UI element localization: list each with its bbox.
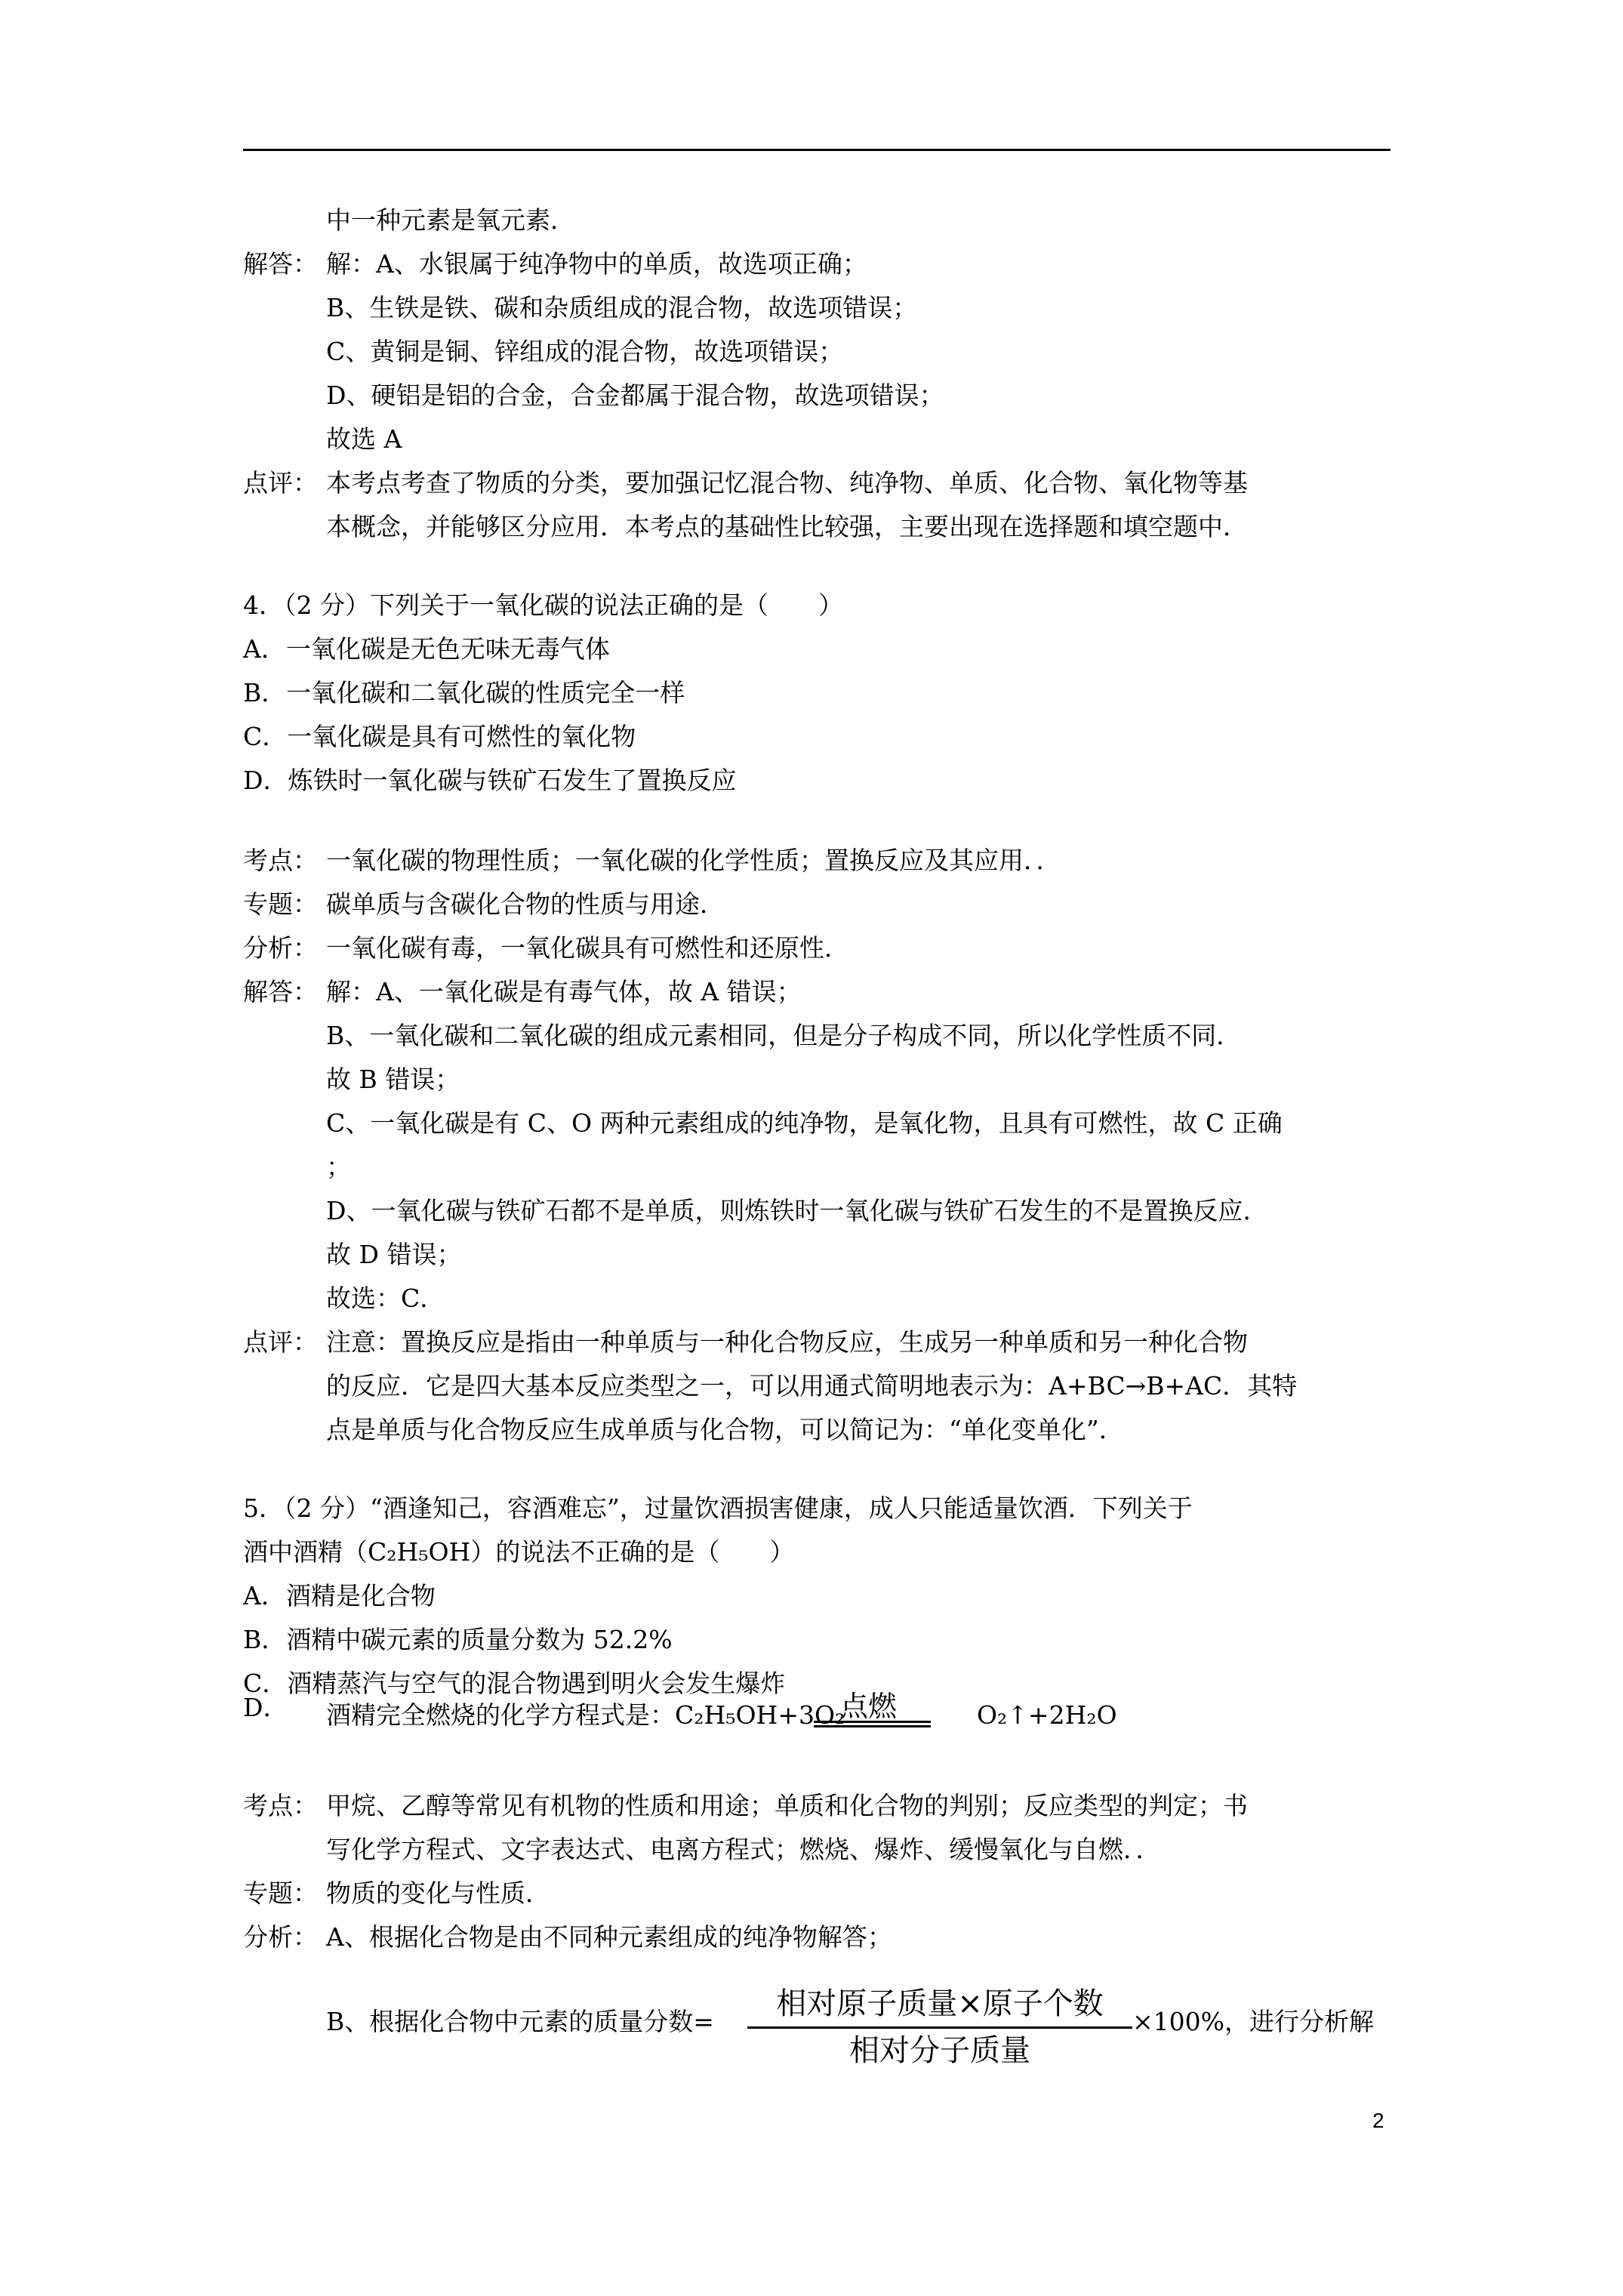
equation-double-line — [814, 1721, 931, 1727]
q3-answer-label: 解答： — [243, 249, 318, 279]
q4-option-a: A．一氧化碳是无色无味无毒气体 — [243, 634, 610, 664]
q5-kaodian-line: 甲烷、乙醇等常见有机物的性质和用途；单质和化合物的判别；反应类型的判定；书 — [326, 1791, 1248, 1820]
q4-comment-line: 的反应．它是四大基本反应类型之一，可以用通式简明地表示为：A+BC→B+AC．其特 — [326, 1371, 1298, 1401]
q4-answer-line: 故选：C． — [326, 1284, 445, 1313]
q5-fenxi-label: 分析： — [243, 1922, 318, 1952]
fraction-bar — [747, 2026, 1132, 2029]
q4-answer-line: 故 B 错误； — [326, 1065, 460, 1094]
q3-answer-line: D、硬铝是铝的合金，合金都属于混合物，故选项错误； — [326, 381, 944, 410]
q5-fenxi-line: A、根据化合物是由不同种元素组成的纯净物解答； — [326, 1922, 892, 1952]
q5-option-b: B．酒精中碳元素的质量分数为 52.2% — [243, 1625, 673, 1654]
header-rule — [243, 149, 1390, 151]
q4-zhuanti: 碳单质与含碳化合物的性质与用途． — [326, 889, 725, 919]
chemical-equation — [326, 1699, 1117, 1732]
q5-stem-line: 酒中酒精（C₂H₅OH）的说法不正确的是（ ） — [243, 1537, 795, 1567]
q3-comment-line: 本概念，并能够区分应用．本考点的基础性比较强，主要出现在选择题和填空题中． — [326, 512, 1248, 541]
q5-zhuanti: 物质的变化与性质． — [326, 1878, 550, 1908]
q4-stem: 4．（2 分）下列关于一氧化碳的说法正确的是（ ） — [243, 590, 843, 620]
q4-fenxi: 一氧化碳有毒，一氧化碳具有可燃性和还原性． — [326, 933, 849, 963]
q3-continuation: 中一种元素是氧元素． — [326, 205, 575, 235]
q4-comment-label: 点评： — [243, 1327, 318, 1357]
q3-comment-label: 点评： — [243, 468, 318, 498]
q3-answer-line: C、黄铜是铜、锌组成的混合物，故选项错误； — [326, 337, 844, 366]
q4-comment-line: 点是单质与化合物反应生成单质与化合物，可以简记为：“单化变单化”． — [326, 1415, 1124, 1444]
fraction-denominator: 相对分子质量 — [849, 2033, 1030, 2068]
q3-answer-line: 解：A、水银属于纯净物中的单质，故选项正确； — [326, 249, 867, 279]
q4-kaodian: 一氧化碳的物理性质；一氧化碳的化学性质；置换反应及其应用．． — [326, 846, 1061, 875]
q5-stem-line: 5．（2 分）“酒逢知己，容酒难忘”，过量饮酒损害健康，成人只能适量饮酒．下列关于 — [243, 1493, 1193, 1523]
fraction-numerator: 相对原子质量×原子个数 — [776, 1986, 1104, 2021]
q5-option-c: C．酒精蒸汽与空气的混合物遇到明火会发生爆炸 — [243, 1669, 786, 1698]
q4-answer-line: 故 D 错误； — [326, 1240, 462, 1269]
option-d-text: 酒精完全燃烧的化学方程式是： — [326, 1700, 675, 1730]
q4-fenxi-label: 分析： — [243, 933, 318, 963]
page-number: 2 — [1372, 2109, 1384, 2132]
q4-option-b: B．一氧化碳和二氧化碳的性质完全一样 — [243, 678, 685, 707]
q4-comment-line: 注意：置换反应是指由一种单质与一种化合物反应，生成另一种单质和另一种化合物 — [326, 1327, 1248, 1357]
q4-kaodian-label: 考点： — [243, 846, 318, 875]
q3-answer-line: 故选 A — [326, 424, 402, 454]
q4-option-d: D．炼铁时一氧化碳与铁矿石发生了置换反应 — [243, 766, 737, 795]
reaction-condition: 点燃 — [839, 1690, 897, 1723]
q5-fenxi-b-prefix: B、根据化合物中元素的质量分数= — [326, 2007, 714, 2036]
q4-answer-line: 解：A、一氧化碳是有毒气体，故 A 错误； — [326, 977, 802, 1006]
equation-right: O₂↑+2H₂O — [977, 1700, 1117, 1730]
q5-option-a: A．酒精是化合物 — [243, 1581, 436, 1610]
q5-zhuanti-label: 专题： — [243, 1878, 318, 1908]
q3-answer-line: B、生铁是铁、碳和杂质组成的混合物，故选项错误； — [326, 293, 918, 322]
q3-comment-line: 本考点考查了物质的分类，要加强记忆混合物、纯净物、单质、化合物、氧化物等基 — [326, 468, 1248, 498]
q4-answer-line: ； — [326, 1152, 351, 1182]
q4-answer-line: D、一氧化碳与铁矿石都不是单质，则炼铁时一氧化碳与铁矿石发生的不是置换反应． — [326, 1196, 1268, 1225]
equation-left: C₂H₅OH+3O₂ — [675, 1700, 845, 1730]
q4-answer-label: 解答： — [243, 977, 318, 1006]
q5-option-d-label: D． — [243, 1693, 288, 1722]
q4-zhuanti-label: 专题： — [243, 889, 318, 919]
q5-fenxi-b-suffix: ×100%，进行分析解 — [1132, 2007, 1374, 2036]
q4-option-c: C．一氧化碳是具有可燃性的氧化物 — [243, 722, 636, 751]
q5-kaodian-label: 考点： — [243, 1791, 318, 1820]
q5-kaodian-line: 写化学方程式、文字表达式、电离方程式；燃烧、爆炸、缓慢氧化与自燃．． — [326, 1835, 1161, 1864]
q4-answer-line: B、一氧化碳和二氧化碳的组成元素相同，但是分子构成不同，所以化学性质不同． — [326, 1021, 1242, 1050]
q4-answer-line: C、一氧化碳是有 C、O 两种元素组成的纯净物，是氧化物，且具有可燃性，故 C 正确 — [326, 1108, 1283, 1138]
